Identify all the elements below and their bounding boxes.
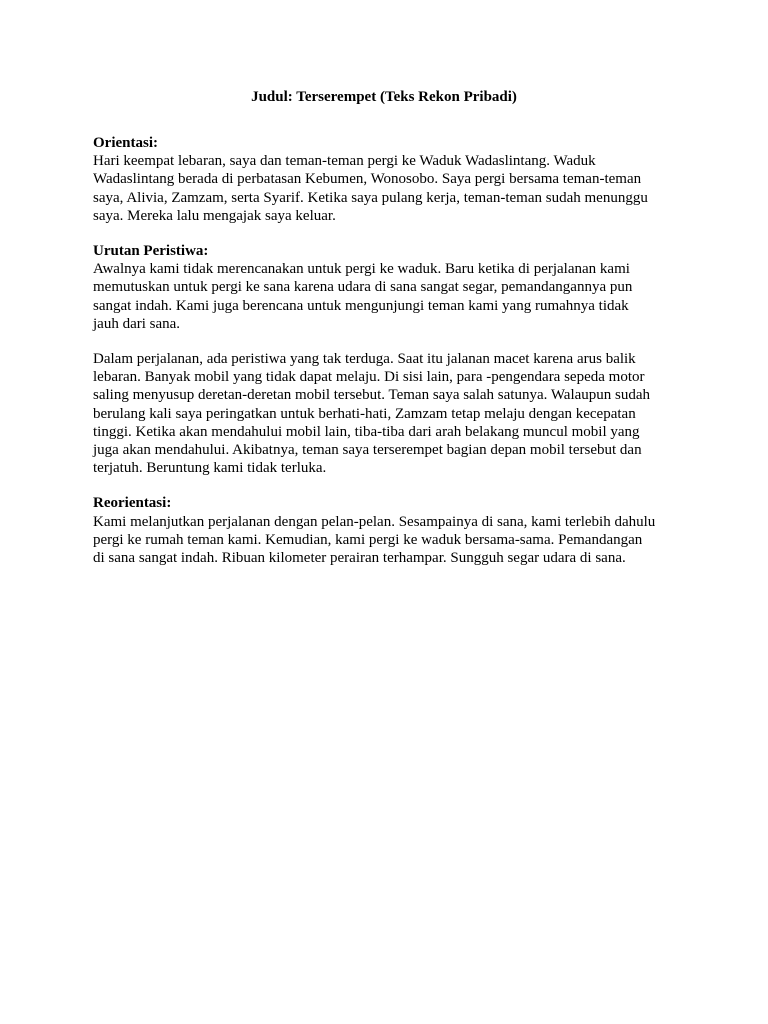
orientasi-paragraph [93, 152, 683, 225]
urutan-peristiwa-heading: Urutan Peristiwa: [93, 243, 209, 260]
document-body [93, 134, 683, 567]
paragraph-gap [93, 333, 683, 350]
text-line: Hari keempat lebaran, saya dan teman-teman pergi ke Waduk Wadaslintang. Waduk [93, 153, 596, 170]
text-line: di sana sangat indah. Ribuan kilometer perairan terhampar. Sungguh segar udara di sana. [93, 550, 626, 567]
section-gap [93, 477, 683, 494]
text-line: Kami melanjutkan perjalanan dengan pelan-pelan. Sesampainya di sana, kami terlebih dahulu [93, 513, 656, 530]
text-line: saling menyusup deretan-deretan mobil tersebut. Teman saya salah satunya. Walaupun sudah [93, 387, 651, 404]
text-line: tinggi. Ketika akan mendahului mobil lain, tiba-tiba dari arah belakang muncul mobil yang [93, 423, 640, 440]
text-line: saya, Alivia, Zamzam, serta Syarif. Ketika saya pulang kerja, teman-teman sudah menunggu [93, 189, 648, 206]
text-line: Dalam perjalanan, ada peristiwa yang tak terduga. Saat itu jalanan macet karena arus balik [93, 351, 636, 368]
urutan-paragraph-2 [93, 350, 683, 477]
section-gap [93, 225, 683, 242]
text-line: Wadaslintang berada di perbatasan Kebumen, Wonosobo. Saya pergi bersama teman-teman [93, 171, 642, 188]
text-line: berulang kali saya peringatkan untuk berhati-hati, Zamzam tetap melaju dengan kecepatan [93, 405, 636, 422]
document-title: Judul: Terserempet (Teks Rekon Pribadi) [251, 89, 517, 105]
text-line: pergi ke rumah teman kami. Kemudian, kami pergi ke waduk bersama-sama. Pemandangan [93, 531, 643, 548]
text-line: terjatuh. Beruntung kami tidak terluka. [93, 460, 327, 477]
text-line: sangat indah. Kami juga berencana untuk mengunjungi teman kami yang rumahnya tidak [93, 297, 629, 314]
text-line: lebaran. Banyak mobil yang tidak dapat melaju. Di sisi lain, para -pengendara sepeda motor [93, 369, 645, 386]
reorientasi-paragraph [93, 513, 683, 568]
text-line: juga akan mendahului. Akibatnya, teman saya terserempet bagian depan mobil tersebut dan [93, 442, 642, 459]
text-line: jauh dari sana. [93, 315, 181, 332]
text-line: memutuskan untuk pergi ke sana karena udara di sana sangat segar, pemandangannya pun [93, 279, 633, 296]
urutan-paragraph-1 [93, 260, 683, 333]
reorientasi-heading: Reorientasi: [93, 495, 172, 512]
text-line: saya. Mereka lalu mengajak saya keluar. [93, 207, 336, 224]
text-line: Awalnya kami tidak merencanakan untuk pergi ke waduk. Baru ketika di perjalanan kami [93, 261, 630, 278]
orientasi-heading: Orientasi: [93, 135, 158, 151]
